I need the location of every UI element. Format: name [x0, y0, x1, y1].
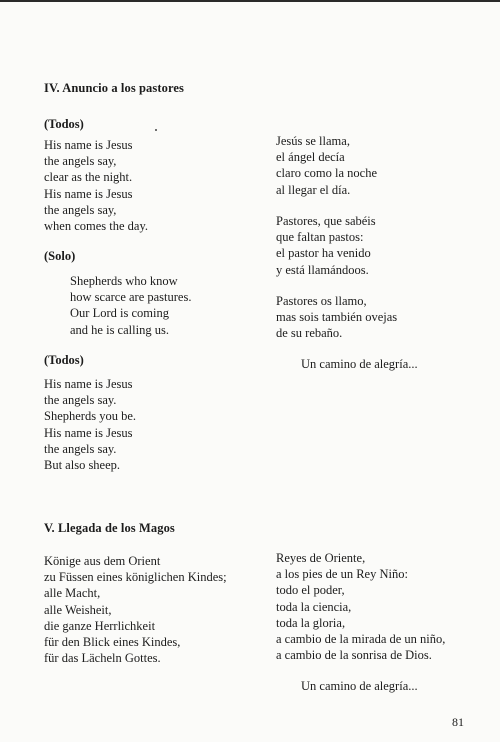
stanza-line: al llegar el día. [276, 182, 351, 197]
stanza-line: when comes the day. [44, 219, 149, 234]
stanza-line: a cambio de la mirada de un niño, [276, 632, 446, 647]
german-stanza [44, 553, 227, 666]
stanza-line: alle Weisheit, [44, 602, 112, 617]
stanza-line: Pastores os llamo, [276, 294, 367, 308]
top-edge-rule [0, 0, 500, 2]
refrain-4: Un camino de alegría... [301, 357, 418, 371]
stanza-line: His name is Jesus [44, 186, 133, 201]
stanza-line: el ángel decía [276, 150, 345, 165]
section-4-title: IV. Anuncio a los pastores [44, 81, 185, 95]
stanza-line: y está llamándoos. [276, 262, 369, 277]
stanza-line: a cambio de la sonrisa de Dios. [276, 648, 432, 663]
stanza-line: que faltan pastos: [276, 230, 364, 245]
stanza-line: Könige aus dem Orient [44, 554, 161, 568]
stanza-line: Jesús se llama, [276, 134, 350, 148]
stanza-line: But also sheep. [44, 458, 121, 473]
label-solo: (Solo) [44, 249, 76, 263]
stanza-line: de su rebaño. [276, 326, 343, 341]
stanza-line: the angels say. [44, 441, 117, 456]
stanza-line: the angels say. [44, 393, 117, 408]
stanza-line: alle Macht, [44, 586, 101, 601]
stanza-line: zu Füssen eines königlichen Kindes; [44, 570, 227, 585]
stanza-line: a los pies de un Rey Niño: [276, 567, 408, 582]
stanza-line: toda la gloria, [276, 615, 346, 630]
stanza-line: für das Lächeln Gottes. [44, 651, 161, 666]
stanza-line: Shepherds you be. [44, 409, 136, 424]
solo-stanza [70, 273, 191, 338]
stanza-line: how scarce are pastures. [70, 290, 192, 305]
paper-speck [155, 129, 157, 131]
label-todos-1: (Todos) [44, 117, 84, 131]
refrain-5: Un camino de alegría... [301, 679, 418, 693]
left-stanza-1 [44, 137, 148, 234]
stanza-line: claro como la noche [276, 166, 377, 181]
stanza-line: el pastor ha venido [276, 246, 371, 261]
page-number: 81 [452, 715, 464, 729]
right-stanza-1 [276, 133, 377, 198]
stanza-line: Shepherds who know [70, 274, 178, 288]
right-stanza-2 [276, 213, 376, 278]
stanza-line: Reyes de Oriente, [276, 551, 366, 565]
stanza-line: mas sois también ovejas [276, 310, 398, 325]
stanza-line: clear as the night. [44, 170, 133, 185]
stanza-line: Pastores, que sabéis [276, 214, 376, 228]
stanza-line: the angels say, [44, 154, 117, 169]
stanza-line: His name is Jesus [44, 377, 133, 391]
stanza-line: die ganze Herrlichkeit [44, 618, 156, 633]
stanza-line: His name is Jesus [44, 138, 133, 152]
right-stanza-3 [276, 293, 397, 342]
section-5-title: V. Llegada de los Magos [44, 521, 175, 535]
spanish-stanza [276, 550, 445, 663]
stanza-line: the angels say, [44, 202, 117, 217]
stanza-line: His name is Jesus [44, 425, 133, 440]
stanza-line: toda la ciencia, [276, 599, 352, 614]
stanza-line: and he is calling us. [70, 322, 169, 337]
left-stanza-2 [44, 376, 136, 473]
label-todos-2: (Todos) [44, 353, 84, 367]
stanza-line: Our Lord is coming [70, 306, 169, 321]
stanza-line: für den Blick eines Kindes, [44, 635, 181, 650]
stanza-line: todo el poder, [276, 583, 345, 598]
